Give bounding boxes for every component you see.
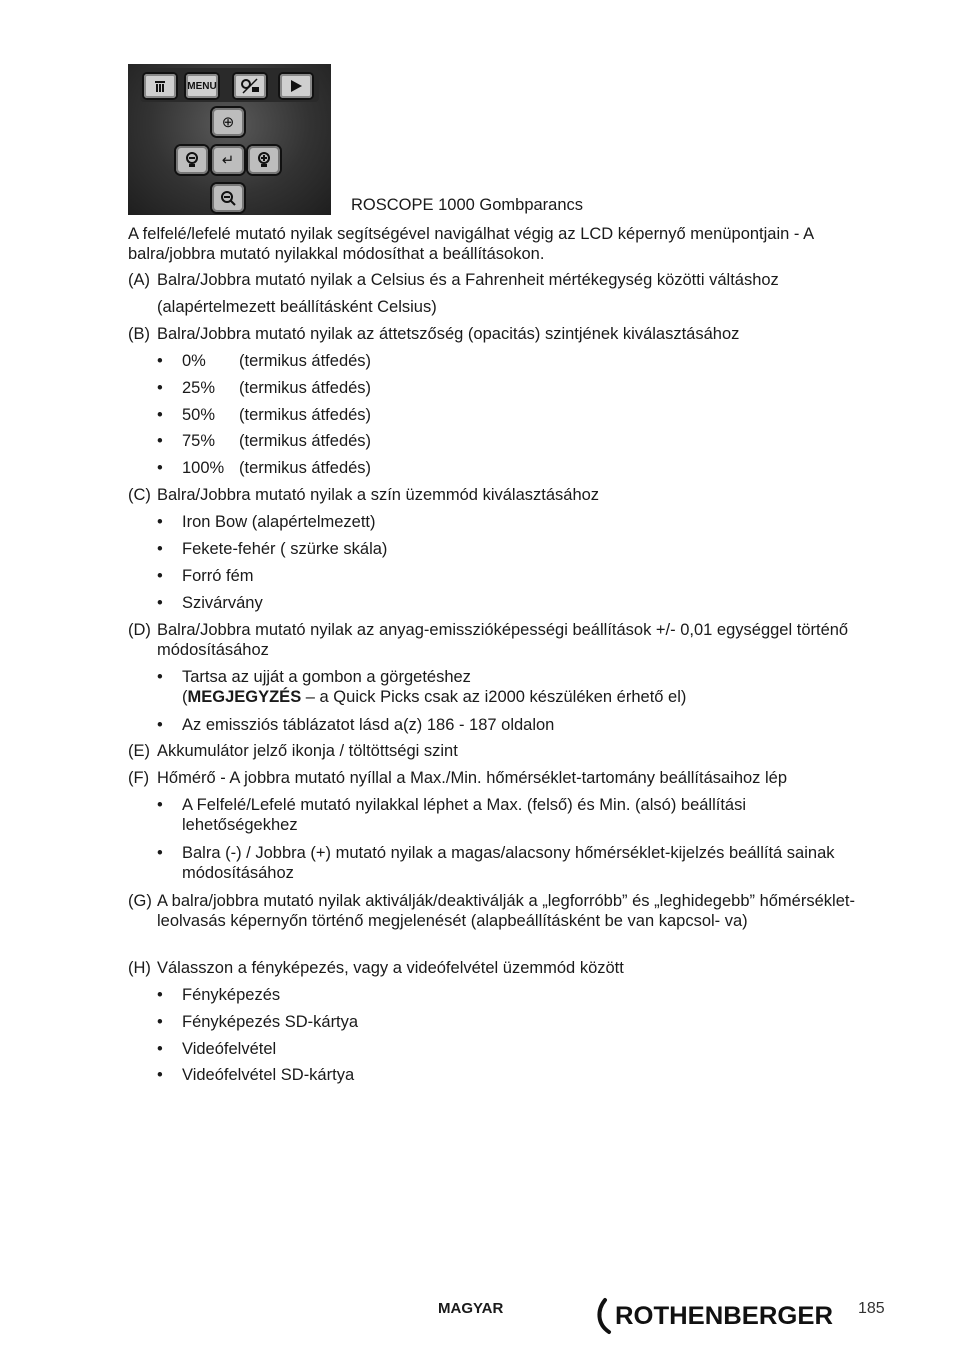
section-text: A balra/jobbra mutató nyilak aktiválják/deaktiválják a „legforróbb” és „leghidegebb” hőmérséklet-leolvasás képernyőn történő megjelenését (alapbeállításként be van kapcsol- va) bbox=[157, 892, 855, 930]
bullet: • bbox=[157, 594, 163, 612]
opacity-desc: (termikus átfedés) bbox=[239, 459, 372, 477]
opacity-value: 0% bbox=[182, 352, 206, 370]
bullet: • bbox=[157, 668, 163, 686]
section-label: (D) bbox=[128, 621, 151, 639]
section-label: (G) bbox=[128, 892, 152, 910]
section-text: Balra/Jobbra mutató nyilak az anyag-emisszióképességi beállítások +/- 0,01 egységgel történő módosításához bbox=[157, 621, 849, 659]
zoom-out-icon bbox=[212, 184, 244, 212]
bullet: • bbox=[157, 1040, 163, 1058]
section-text: (alapértelmezett beállításként Celsius) bbox=[157, 298, 437, 316]
bullet: • bbox=[157, 379, 163, 397]
bullet: • bbox=[157, 540, 163, 558]
list-item-text: Fényképezés bbox=[182, 986, 281, 1004]
opacity-desc: (termikus átfedés) bbox=[239, 406, 372, 424]
list-item-text: Tartsa az ujját a gombon a görgetéshez bbox=[182, 668, 471, 686]
trash-icon bbox=[144, 74, 176, 98]
opacity-desc: (termikus átfedés) bbox=[239, 379, 372, 397]
list-item-text: Videófelvétel bbox=[182, 1040, 277, 1058]
bullet: • bbox=[157, 459, 163, 477]
bullet: • bbox=[157, 406, 163, 424]
enter-key-glyph: ↵ bbox=[221, 152, 235, 169]
list-item-text: Az emissziós táblázatot lásd a(z) 186 - 187 oldalon bbox=[182, 716, 555, 734]
menu-icon bbox=[186, 74, 218, 98]
section-text: Akkumulátor jelző ikonja / töltöttségi szint bbox=[157, 742, 458, 760]
photo-video-icon bbox=[234, 74, 266, 98]
section-label: (E) bbox=[128, 742, 150, 760]
section-text: Balra/Jobbra mutató nyilak a szín üzemmód kiválasztásához bbox=[157, 486, 600, 504]
list-item-text: A Felfelé/Lefelé mutató nyilakkal léphet a Max. (felső) és Min. (alsó) beállítási lehetőségekhez bbox=[182, 796, 747, 834]
list-item-text: Fekete-fehér ( szürke skála) bbox=[182, 540, 388, 558]
bullet: • bbox=[157, 796, 163, 814]
logo-swoosh-icon bbox=[599, 1300, 609, 1332]
note-open: ( bbox=[182, 688, 188, 706]
bullet: • bbox=[157, 986, 163, 1004]
list-item-text: Fényképezés SD-kártya bbox=[182, 1013, 359, 1031]
zoom-key-glyph: ⊕ bbox=[221, 114, 235, 131]
intro-paragraph: A felfelé/lefelé mutató nyilak segítségével navigálhat végig az LCD képernyő menüpontjain - A balra/jobbra mutató nyilakkal módosíthat a beállításokon. bbox=[128, 225, 814, 263]
page-number: 185 bbox=[858, 1300, 885, 1317]
section-label: (A) bbox=[128, 271, 150, 289]
section-label: (C) bbox=[128, 486, 151, 504]
section-label: (B) bbox=[128, 325, 150, 343]
play-icon bbox=[280, 74, 312, 98]
bullet: • bbox=[157, 432, 163, 450]
list-item-text: Forró fém bbox=[182, 567, 254, 585]
note-label: MEGJEGYZÉS bbox=[187, 688, 302, 706]
section-text: Hőmérő - A jobbra mutató nyíllal a Max./Min. hőmérséklet-tartomány beállításaihoz lép bbox=[157, 769, 788, 787]
note-text: – a Quick Picks csak az i2000 készüléken érhető el) bbox=[301, 688, 687, 706]
bullet: • bbox=[157, 352, 163, 370]
section-label: (F) bbox=[128, 769, 150, 787]
bullet: • bbox=[157, 844, 163, 862]
figure-caption: ROSCOPE 1000 Gombparancs bbox=[351, 196, 584, 214]
section-text: Válasszon a fényképezés, vagy a videófelvétel üzemmód között bbox=[157, 959, 624, 977]
bullet: • bbox=[157, 716, 163, 734]
menu-key-label: MENU bbox=[187, 80, 217, 92]
enter-icon bbox=[212, 146, 244, 174]
bullet: • bbox=[157, 1066, 163, 1084]
bullet: • bbox=[157, 1013, 163, 1031]
list-item-text: Szivárvány bbox=[182, 594, 263, 612]
section-text: Balra/Jobbra mutató nyilak a Celsius és a Fahrenheit mértékegység közötti váltáshoz bbox=[157, 271, 779, 289]
lamp-plus-icon bbox=[248, 146, 280, 174]
list-item-text: Iron Bow (alapértelmezett) bbox=[182, 513, 376, 531]
lamp-minus-icon bbox=[176, 146, 208, 174]
opacity-value: 75% bbox=[182, 432, 216, 450]
opacity-value: 50% bbox=[182, 406, 216, 424]
rothenberger-logo bbox=[595, 1296, 840, 1336]
keypad-image bbox=[128, 64, 331, 215]
footer-language: MAGYAR bbox=[438, 1300, 504, 1317]
section-text: Balra/Jobbra mutató nyilak az áttetszőség (opacitás) szintjének kiválasztásához bbox=[157, 325, 740, 343]
logo-wordmark: ROTHENBERGER bbox=[615, 1302, 833, 1330]
opacity-desc: (termikus átfedés) bbox=[239, 432, 372, 450]
opacity-desc: (termikus átfedés) bbox=[239, 352, 372, 370]
opacity-value: 25% bbox=[182, 379, 216, 397]
bullet: • bbox=[157, 567, 163, 585]
opacity-value: 100% bbox=[182, 459, 225, 477]
bullet: • bbox=[157, 513, 163, 531]
section-label: (H) bbox=[128, 959, 151, 977]
zoom-in-icon bbox=[212, 108, 244, 136]
list-item-text: Videófelvétel SD-kártya bbox=[182, 1066, 355, 1084]
list-item-text: Balra (-) / Jobbra (+) mutató nyilak a magas/alacsony hőmérséklet-kijelzés beállítá sainak módosításához bbox=[182, 844, 835, 882]
